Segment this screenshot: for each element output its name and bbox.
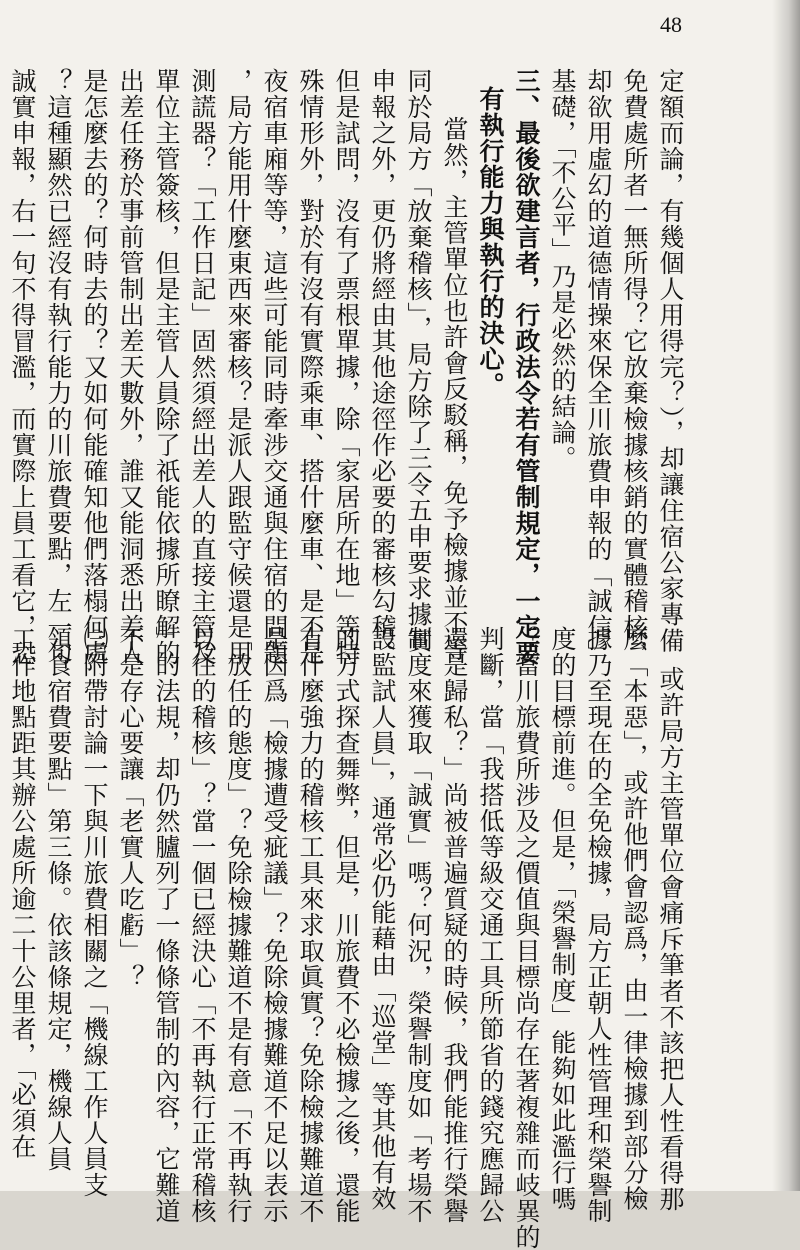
upper-column-4: 基礎，「不公平」乃是必然的結論。: [548, 68, 577, 472]
upper-column-12: 夜宿車廂等等，這些可能同時牽涉交通與住宿的問題: [260, 68, 289, 666]
lower-column-17: ㈢附帶討論一下與川旅費相關之「機線工作人員支: [80, 626, 109, 1198]
spine-shadow: [772, 0, 800, 1191]
lower-column-12: 是因爲「檢據遭受疵議」？免除檢據難道不足以表示: [260, 626, 289, 1224]
upper-column-18: ？這種顯然已經沒有執行能力的川旅費要點，左一句: [44, 68, 73, 666]
lower-column-18: 領食宿費要點」第三條。依該條規定，機線人員: [44, 626, 73, 1172]
upper-column-14: 測謊器？「工作日記」固然須經出差人的直接主管及: [188, 68, 217, 666]
upper-column-11: 殊情形外，對於有沒有實際乘車、搭什麼車、是不是: [296, 68, 325, 666]
upper-column-7: 當然，主管單位也許會反駁稱，免予檢據並不等: [440, 116, 469, 662]
lower-column-14: 以往的稽核」？當一個已經決心「不再執行正常稽核: [188, 626, 217, 1224]
lower-column-8: 制度來獲取「誠實」嗎？何況，榮譽制度如「考場不: [404, 626, 433, 1224]
upper-column-13: ，局方能用什麼東西來審核？是派人跟監守候還是用: [224, 68, 253, 666]
upper-column-16: 出差任務於事前管制出差天數外，誰又能洞悉出差人: [116, 68, 145, 666]
lower-column-6: 判斷，當「我搭低等級交通工具所節省的錢究應歸公: [476, 626, 505, 1224]
lower-column-9: 設監試人員」，通常必仍能藉由「巡堂」等其他有效: [368, 626, 397, 1212]
upper-column-19: 誠實申報，右一句不得冒濫，而實際上員工看它，恐: [8, 68, 37, 666]
lower-column-4: 度的目標前進。但是，「榮譽制度」能夠如此濫行嗎: [548, 626, 577, 1212]
upper-column-3: 却欲用虛幻的道德情操來保全川旅費申報的「誠信」: [584, 68, 613, 666]
upper-column-10: 但是試問，沒有了票根單據，除「家居所在地」等特: [332, 68, 361, 666]
lower-column-3: 據乃至現在的全免檢據，局方正朝人性管理和榮譽制: [584, 626, 613, 1224]
lower-column-15: 」的法規，却仍然臚列了一條條管制的內容，它難道: [152, 626, 181, 1224]
page-number: 48: [660, 12, 682, 37]
upper-text-block: [0, 68, 688, 666]
upper-column-15: 單位主管簽核，但是主管人員除了祇能依據所瞭解的: [152, 68, 181, 666]
lower-column-13: 「放任的態度」？免除檢據難道不是有意「不再執行: [224, 626, 253, 1224]
lower-text-block: [0, 626, 688, 1250]
lower-column-16: 不是存心要讓「老實人吃虧」？: [116, 626, 145, 990]
lower-column-10: 的方式探查舞弊，但是，川旅費不必檢據之後，還能: [332, 626, 361, 1224]
upper-column-9: 申報之外，更仍將經由其他途徑作必要的審核勾稽。: [368, 68, 397, 666]
upper-column-5: 三、最後欲建言者，行政法令若有管制規定，一定要: [512, 68, 541, 666]
upper-column-17: 是怎麼去的？何時去的？又如何能確知他們落榻何處: [80, 68, 109, 666]
lower-column-19: 工作地點距其辦公處所逾二十公里者，「必須在: [8, 626, 37, 1160]
upper-column-8: 同於局方「放棄稽核」，局方除了三令五申要求據實: [404, 68, 433, 654]
upper-column-6: 有執行能力與執行的決心。: [476, 86, 505, 398]
upper-column-2: 免費處所者一無所得？它放棄檢據核銷的實體稽核，: [620, 68, 649, 666]
lower-column-1: 或許局方主管單位會痛斥筆者不該把人性看得那: [656, 666, 685, 1212]
lower-column-5: ？當川旅費所涉及之價值與目標尚存在著複雜而岐異的: [512, 626, 541, 1250]
lower-column-7: 還是歸私？」尚被普遍質疑的時候，我們能推行榮譽: [440, 626, 469, 1224]
upper-column-1: 定額而論，有幾個人用得完？），却讓住宿公家專備: [656, 68, 685, 654]
lower-column-11: 有什麼強力的稽核工具來求取眞實？免除檢據難道不: [296, 626, 325, 1224]
lower-column-2: 麼「本惡」，或許他們會認爲，由一律檢據到部分檢: [620, 626, 649, 1212]
